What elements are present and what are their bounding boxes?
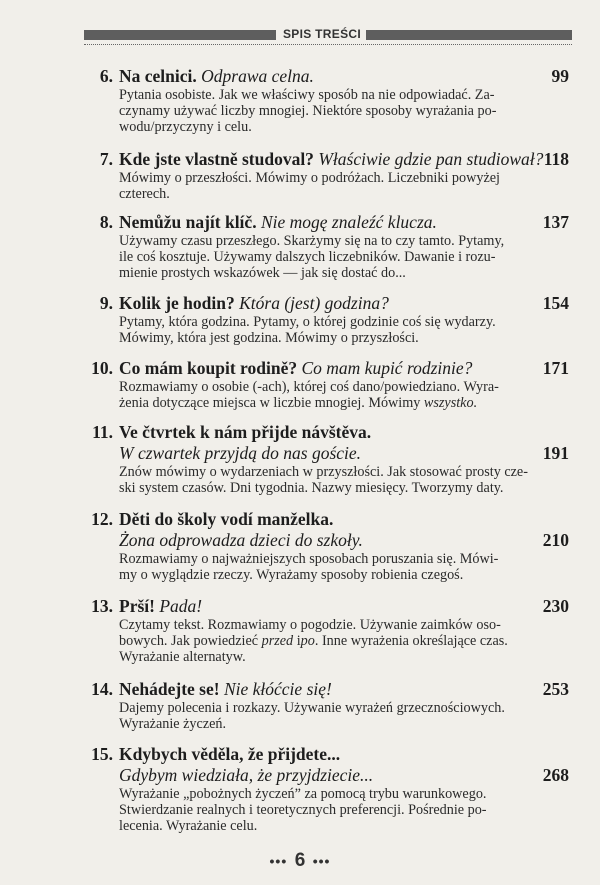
entry-title-row [85, 66, 569, 87]
polish-title: Gdybym wiedziała, że przyjdziecie... [119, 765, 374, 785]
czech-title: Děti do školy vodí manželka. [119, 509, 334, 529]
chapter-number: 12. [91, 509, 113, 529]
polish-title: Żona odprowadza dzieci do szkoły. [119, 530, 363, 550]
toc-entry [85, 212, 569, 281]
chapter-number: 11. [92, 422, 113, 442]
entry-description: Dajemy polecenia i rozkazy. Używanie wyrażeń grzecznościowych. Wyrażanie życzeń. [119, 700, 505, 732]
chapter-number: 13. [91, 596, 113, 616]
entry-title-row [85, 149, 569, 170]
polish-title: Właściwie gdzie pan studiował? [318, 149, 544, 169]
czech-title: Kdybych věděla, že přijdete... [119, 744, 341, 764]
toc-entry [85, 422, 569, 496]
entry-title-row [85, 596, 569, 617]
toc-entry [85, 744, 569, 834]
entry-description: Rozmawiamy o osobie (-ach), której coś dano/powiedziano. Wyra- żenia dotyczące miejsca w liczbie mnogiej. Mówimy wszystko. [119, 379, 499, 411]
chapter-number: 10. [91, 358, 113, 378]
header-dotted-rule [84, 44, 572, 45]
footer-dots-left: ••• [269, 853, 288, 869]
entry-title-row [85, 358, 569, 379]
toc-entry [85, 596, 569, 665]
running-header [84, 24, 572, 46]
page-number: 171 [542, 358, 569, 378]
page-number: 118 [543, 149, 569, 169]
toc-entry [85, 149, 569, 202]
entry-description: Znów mówimy o wydarzeniach w przyszłości. Jak stosować prosty cze- ski system czasów. Dni tygodnia. Nazwy miesięcy. Tworzymy daty. [119, 464, 528, 496]
chapter-number: 6. [99, 66, 113, 86]
page-number: 154 [542, 293, 569, 313]
czech-title: Nemůžu najít klíč. [119, 212, 257, 232]
chapter-number: 9. [99, 293, 113, 313]
polish-title: Odprawa celna. [201, 66, 314, 86]
page-number: 268 [542, 765, 569, 785]
czech-title: Co mám koupit rodině? [119, 358, 298, 378]
header-bar-right [366, 30, 572, 40]
entry-description: Używamy czasu przeszłego. Skarżymy się na to czy tamto. Pytamy, ile coś kosztuje. Używamy dalszych liczebników. Dawanie i rozu- mienie prostych wskazówek — jak się dostać do... [119, 233, 505, 281]
page-number: 99 [551, 66, 569, 86]
footer-dots-right: ••• [312, 853, 331, 869]
toc-entry [85, 358, 569, 411]
chapter-number: 7. [99, 149, 113, 169]
entry-subtitle-row [85, 443, 569, 464]
entry-description: Pytania osobiste. Jak we właściwy sposób na nie odpowiadać. Za- czynamy używać liczby mnogiej. Niektóre sposoby wyrażania po- wodu/przyczyny i celu. [119, 87, 497, 135]
entry-description: Czytamy tekst. Rozmawiamy o pogodzie. Używanie zaimków oso- bowych. Jak powiedzieć przed ipo. Inne wyrażenia określające czas. Wyrażanie alternatyw. [119, 617, 508, 665]
header-bar-left [84, 30, 276, 40]
czech-title: Nehádejte se! [119, 679, 220, 699]
page-number: 137 [542, 212, 569, 232]
czech-title: Prší! [119, 596, 155, 616]
page-number: 253 [542, 679, 569, 699]
page-number: 230 [542, 596, 569, 616]
page-footer [0, 850, 600, 872]
polish-title: Pada! [159, 596, 203, 616]
polish-title: Która (jest) godzina? [239, 293, 389, 313]
header-title: SPIS TREŚCI [283, 27, 361, 41]
page-number: 210 [542, 530, 569, 550]
polish-title: Co mam kupić rodzinie? [301, 358, 473, 378]
entry-title-row [85, 212, 569, 233]
czech-title: Na celnici. [119, 66, 197, 86]
polish-title: Nie kłóćcie się! [223, 679, 332, 699]
polish-title: W czwartek przyjdą do nas goście. [119, 443, 362, 463]
czech-title: Kde jste vlastně studoval? [119, 149, 314, 169]
entry-title-row [85, 679, 569, 700]
chapter-number: 14. [91, 679, 113, 699]
polish-title: Nie mogę znaleźć klucza. [260, 212, 437, 232]
toc-entry [85, 679, 569, 732]
entry-description: Mówimy o przeszłości. Mówimy o podróżach. Liczebniki powyżej czterech. [119, 170, 500, 202]
entry-title-row [85, 509, 569, 530]
chapter-number: 8. [99, 212, 113, 232]
entry-description: Wyrażanie „pobożnych życzeń” za pomocą trybu warunkowego. Stwierdzanie realnych i teoretycznych preferencji. Pośrednie po- lecenia. Wyrażanie celu. [119, 786, 487, 834]
entry-title-row [85, 293, 569, 314]
page-number: 191 [542, 443, 569, 463]
czech-title: Ve čtvrtek k nám přijde návštěva. [119, 422, 372, 442]
entry-title-row [85, 744, 569, 765]
toc-entry [85, 66, 569, 135]
entry-title-row [85, 422, 569, 443]
toc-entry [85, 509, 569, 583]
czech-title: Kolik je hodin? [119, 293, 235, 313]
entry-subtitle-row [85, 530, 569, 551]
entry-subtitle-row [85, 765, 569, 786]
footer-page-number: 6 [294, 850, 306, 871]
chapter-number: 15. [91, 744, 113, 764]
entry-description: Rozmawiamy o najważniejszych sposobach poruszania się. Mówi- my o wyglądzie rzeczy. Wyrażamy sposoby robienia czegoś. [119, 551, 499, 583]
entry-description: Pytamy, która godzina. Pytamy, o której godzinie coś się wydarzy. Mówimy, która jest godzina. Mówimy o przyszłości. [119, 314, 496, 346]
toc-entry [85, 293, 569, 346]
